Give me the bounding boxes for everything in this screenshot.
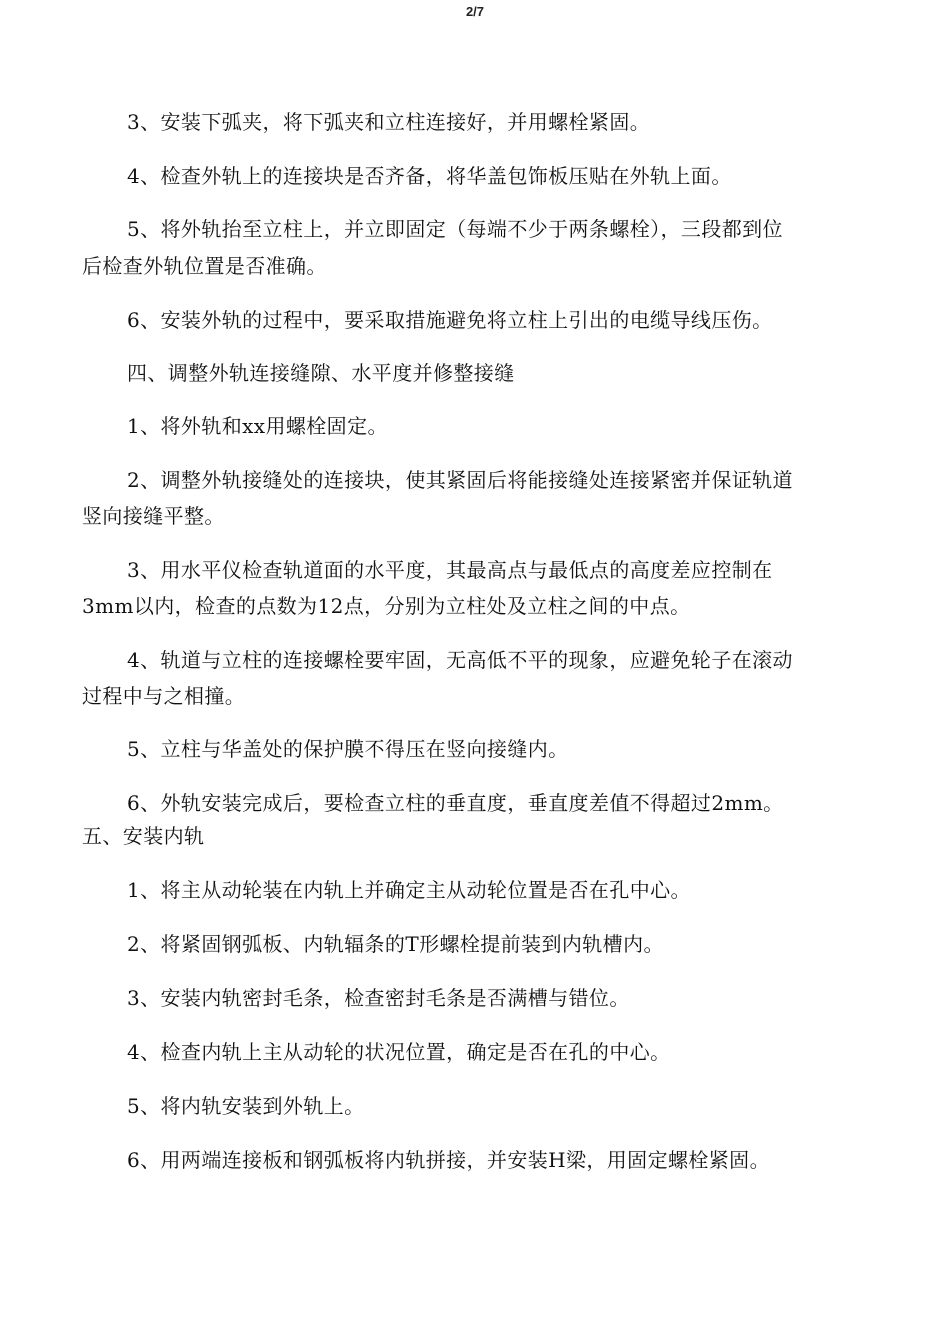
paragraph-line: 5、立柱与华盖处的保护膜不得压在竖向接缝内。 <box>127 737 569 761</box>
paragraph-line: 1、将主从动轮装在内轨上并确定主从动轮位置是否在孔中心。 <box>127 878 691 902</box>
paragraph-line: 1、将外轨和xx用螺栓固定。 <box>127 414 388 438</box>
paragraph-line: 4、检查内轨上主从动轮的状况位置，确定是否在孔的中心。 <box>127 1040 671 1064</box>
paragraph-line: 5、将内轨安装到外轨上。 <box>127 1094 365 1118</box>
paragraph-line: 6、外轨安装完成后，要检查立柱的垂直度，垂直度差值不得超过2mm。 <box>127 791 784 815</box>
paragraph-line: 6、安装外轨的过程中，要采取措施避免将立柱上引出的电缆导线压伤。 <box>127 308 773 332</box>
paragraph-line: 2、调整外轨接缝处的连接块，使其紧固后将能接缝处连接紧密并保证轨道 <box>127 468 793 492</box>
paragraph-line: 过程中与之相撞。 <box>82 684 246 708</box>
paragraph-line: 3、安装内轨密封毛条，检查密封毛条是否满槽与错位。 <box>127 986 630 1010</box>
paragraph-line: 3mm以内，检查的点数为12点，分别为立柱处及立柱之间的中点。 <box>82 594 691 618</box>
paragraph-line: 后检查外轨位置是否准确。 <box>82 254 327 278</box>
section-heading: 四、调整外轨连接缝隙、水平度并修整接缝 <box>127 361 515 385</box>
paragraph-line: 6、用两端连接板和钢弧板将内轨拼接，并安装H梁，用固定螺栓紧固。 <box>127 1148 770 1172</box>
paragraph-line: 5、将外轨抬至立柱上，并立即固定（每端不少于两条螺栓），三段都到位 <box>127 217 783 241</box>
paragraph-line: 3、安装下弧夹，将下弧夹和立柱连接好，并用螺栓紧固。 <box>127 110 651 134</box>
page-number: 2/7 <box>465 4 485 19</box>
paragraph-line: 4、轨道与立柱的连接螺栓要牢固，无高低不平的现象，应避免轮子在滚动 <box>127 648 793 672</box>
paragraph-line: 竖向接缝平整。 <box>82 504 225 528</box>
paragraph-line: 3、用水平仪检查轨道面的水平度，其最高点与最低点的高度差应控制在 <box>127 558 773 582</box>
paragraph-line: 2、将紧固钢弧板、内轨辐条的T形螺栓提前装到内轨槽内。 <box>127 932 664 956</box>
paragraph-line: 4、检查外轨上的连接块是否齐备，将华盖包饰板压贴在外轨上面。 <box>127 164 732 188</box>
section-heading: 五、安装内轨 <box>82 824 205 848</box>
